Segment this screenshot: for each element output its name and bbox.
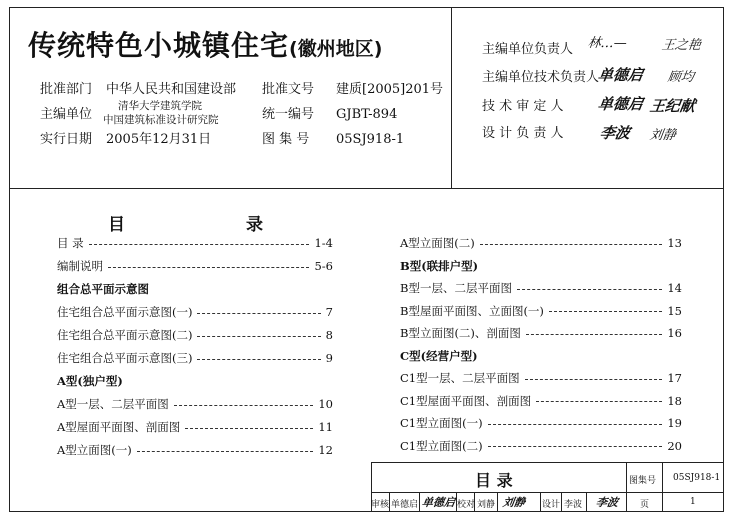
toc-leader-dashes: [137, 451, 314, 452]
toc-entry-page: 8: [325, 328, 333, 342]
toc-entry[interactable]: [400, 280, 682, 296]
drawing-title: 目 录: [475, 471, 513, 490]
toc-entry-page: 13: [667, 236, 682, 250]
toc-entry-page: 10: [318, 397, 333, 411]
toc-entry[interactable]: [400, 235, 682, 251]
toc-entry-label: B型立面图(二)、剖面图: [400, 326, 521, 340]
toc-leader-dashes: [185, 428, 313, 429]
approval-dept-label: 批准部门: [40, 82, 93, 97]
signature-tech-head-2: 顾均: [666, 70, 695, 85]
signature-label-tech-head: 主编单位技术负责人: [482, 70, 600, 85]
toc-entry[interactable]: [57, 419, 333, 435]
toc-entry-label: A型屋面平面图、剖面图: [57, 420, 181, 434]
toc-entry-label: 住宅组合总平面示意图(三): [57, 351, 193, 365]
toc-entry[interactable]: [400, 370, 682, 386]
toc-leader-dashes: [536, 401, 662, 402]
design-signature: 李波: [595, 496, 619, 509]
signature-design-head-2: 刘静: [648, 128, 677, 143]
toc-leader-dashes: [480, 244, 663, 245]
toc-entry-label: C1型立面图(一): [400, 416, 483, 430]
toc-entry-label: 编制说明: [57, 259, 103, 273]
page-number: 1: [690, 497, 696, 507]
toc-section-heading: 组合总平面示意图: [57, 282, 149, 296]
effective-date-value: 2005年12月31日: [106, 132, 212, 147]
signature-tech-head-1: 单德启: [596, 66, 645, 84]
toc-entry-page: 17: [667, 371, 682, 385]
toc-leader-dashes: [488, 424, 663, 425]
review-label: 审核: [371, 500, 390, 510]
toc-leader-dashes: [197, 313, 320, 314]
approval-dept-value: 中华人民共和国建设部: [106, 82, 237, 97]
toc-entry-page: 19: [667, 416, 682, 430]
signature-design-head-1: 李波: [598, 124, 632, 142]
page-label: 页: [640, 500, 650, 510]
toc-entry-page: 9: [325, 351, 333, 365]
toc-leader-dashes: [517, 289, 662, 290]
atlas-no-label-block: 图集号: [629, 476, 657, 486]
toc-entry[interactable]: [400, 303, 682, 319]
toc-entry[interactable]: [57, 396, 333, 412]
title-block-vline: [389, 492, 390, 512]
toc-entry-label: A型立面图(二): [400, 236, 475, 250]
toc-entry[interactable]: [57, 442, 333, 458]
signature-divider: [451, 7, 452, 188]
toc-leader-dashes: [197, 359, 320, 360]
toc-entry-label: 住宅组合总平面示意图(二): [57, 328, 193, 342]
atlas-no-value: 05SJ918-1: [336, 132, 405, 147]
toc-entry-page: 18: [667, 393, 682, 408]
toc-entry[interactable]: [57, 327, 333, 343]
title-block-vline: [497, 492, 498, 512]
review-name: 单德启: [391, 500, 419, 510]
approval-doc-label: 批准文号: [262, 82, 315, 97]
toc-leader-dashes: [549, 311, 662, 312]
toc-entry-label: C1型屋面平面图、剖面图: [400, 393, 532, 408]
toc-entry-label: A型一层、二层平面图: [57, 397, 169, 411]
approval-doc-value: 建质[2005]201号: [336, 82, 444, 97]
toc-entry[interactable]: [57, 304, 333, 320]
toc-title-1: 目: [108, 215, 125, 235]
title-block-vline: [662, 462, 663, 512]
editor-unit-label: 主编单位: [40, 107, 93, 122]
toc-leader-dashes: [197, 336, 320, 337]
toc-entry-page: 5-6: [314, 259, 333, 273]
toc-entry-page: 20: [667, 438, 682, 453]
editor-unit-value-1: 清华大学建筑学院: [118, 100, 202, 112]
effective-date-label: 实行日期: [40, 132, 93, 147]
toc-leader-dashes: [174, 405, 314, 406]
toc-title-2: 录: [246, 215, 263, 235]
check-signature: 刘静: [502, 496, 526, 509]
toc-entry[interactable]: [400, 393, 682, 409]
atlas-title-region: (徽州地区): [289, 38, 383, 60]
toc-section-heading: B型(联排户型): [400, 258, 479, 273]
header-divider: [9, 188, 724, 189]
design-label: 设计: [542, 500, 561, 510]
toc-entry-label: 目 录: [57, 236, 84, 250]
toc-section-heading: C型(经营户型): [400, 348, 478, 363]
toc-entry[interactable]: [400, 415, 682, 431]
toc-entry-label: C1型一层、二层平面图: [400, 371, 520, 385]
toc-leader-dashes: [525, 379, 663, 380]
toc-entry-label: 住宅组合总平面示意图(一): [57, 305, 193, 319]
check-name: 刘静: [477, 500, 496, 510]
signature-unit-head-1: 林…—: [586, 36, 628, 51]
title-block-vline: [586, 492, 587, 512]
toc-entry[interactable]: [400, 438, 682, 454]
toc-leader-dashes: [526, 334, 662, 335]
title-block-vline: [540, 492, 541, 512]
signature-label-reviewer: 技 术 审 定 人: [482, 99, 564, 114]
signature-label-design-head: 设 计 负 责 人: [482, 126, 564, 141]
atlas-title: [28, 24, 382, 64]
toc-leader-dashes: [89, 244, 310, 245]
toc-entry-label: C1型立面图(二): [400, 438, 483, 453]
toc-leader-dashes: [108, 267, 309, 268]
toc-entry-page: 11: [318, 420, 333, 434]
toc-entry-page: 7: [325, 305, 333, 319]
signature-label-unit-head: 主编单位负责人: [482, 42, 574, 57]
toc-leader-dashes: [488, 446, 663, 447]
toc-entry-page: 16: [667, 326, 682, 340]
editor-unit-value-2: 中国建筑标准设计研究院: [103, 114, 219, 126]
toc-entry[interactable]: [57, 350, 333, 366]
title-block-vline: [626, 462, 627, 512]
atlas-title-main: 传统特色小城镇住宅: [28, 29, 290, 62]
design-name: 李波: [564, 500, 583, 510]
toc-entry-page: 1-4: [314, 236, 333, 250]
unified-no-label: 统一编号: [262, 107, 315, 122]
atlas-no-value-block: 05SJ918-1: [673, 473, 721, 483]
toc-entry[interactable]: [57, 258, 333, 274]
toc-entry-label: A型立面图(一): [57, 443, 132, 457]
toc-entry-page: 15: [667, 303, 682, 318]
signature-reviewer-1: 单德启: [596, 95, 645, 113]
check-label: 校对: [457, 500, 476, 510]
toc-entry-page: 14: [667, 281, 682, 295]
title-block-vline: [561, 492, 562, 512]
toc-entry-label: B型屋面平面图、立面图(一): [400, 303, 544, 318]
review-signature: 单德启: [421, 496, 456, 509]
signature-unit-head-2: 王之艳: [660, 38, 702, 53]
toc-entry-page: 12: [318, 443, 333, 457]
signature-reviewer-2: 王纪献: [648, 97, 697, 115]
atlas-no-label: 图 集 号: [262, 132, 310, 147]
title-block-divider: [371, 492, 724, 493]
title-block-vline: [419, 492, 420, 512]
toc-entry[interactable]: [57, 235, 333, 251]
unified-no-value: GJBT-894: [336, 107, 398, 122]
toc-entry[interactable]: [400, 325, 682, 341]
toc-entry-label: B型一层、二层平面图: [400, 281, 512, 295]
toc-section-heading: A型(独户型): [57, 374, 123, 388]
